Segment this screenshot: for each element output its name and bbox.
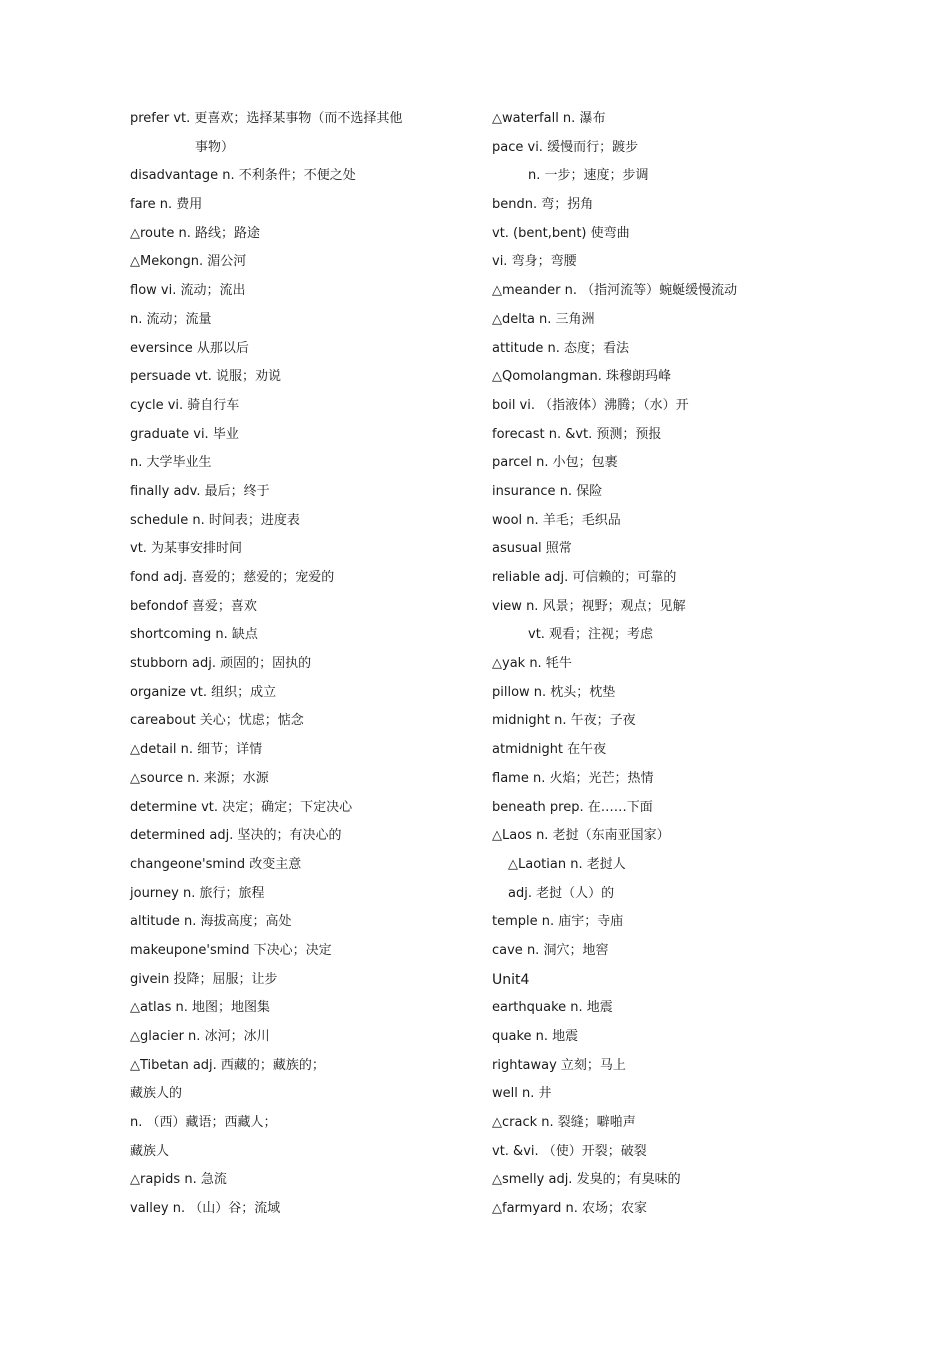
vocab-entry-line: vt. (bent,bent) 使弯曲: [492, 225, 630, 241]
vocab-entry-line: altitude n. 海拔高度；高处: [130, 914, 292, 930]
vocab-entry-line: cave n. 洞穴；地窖: [492, 942, 609, 958]
vocab-entry-line: △Qomolangman. 珠穆朗玛峰: [492, 369, 672, 385]
vocab-entry-line: △Mekongn. 湄公河: [130, 254, 247, 270]
vocab-entry-line: cycle vi. 骑自行车: [130, 397, 240, 413]
vocab-entry-line: persuade vt. 说服；劝说: [130, 369, 282, 385]
vocab-entry-line: △source n. 来源；水源: [130, 770, 269, 786]
vocab-entry-line: forecast n. &vt. 预测；预报: [492, 426, 662, 442]
vocab-entry-line: 藏族人的: [130, 1086, 183, 1102]
vocab-entry-line: n. 一步；速度；步调: [528, 168, 649, 184]
vocab-entry-line: finally adv. 最后；终于: [130, 483, 270, 499]
vocab-entry-line: △farmyard n. 农场；农家: [492, 1201, 647, 1217]
vocab-entry-line: insurance n. 保险: [492, 483, 603, 499]
vocab-entry-line: valley n. （山）谷；流域: [130, 1201, 281, 1217]
vocab-entry-line: journey n. 旅行；旅程: [130, 885, 265, 901]
vocab-entry-line: temple n. 庙宇；寺庙: [492, 914, 624, 930]
vocab-entry-line: vi. 弯身；弯腰: [492, 254, 577, 270]
vocab-entry-line: atmidnight 在午夜: [492, 742, 607, 758]
vocab-entry-line: △delta n. 三角洲: [492, 311, 595, 327]
vocab-entry-line: befondof 喜爱；喜欢: [130, 598, 257, 614]
vocab-entry-line: changeone'smind 改变主意: [130, 856, 302, 872]
vocab-entry-line: careabout 关心；忧虑；惦念: [130, 713, 304, 729]
vocab-entry-line: n. 流动；流量: [130, 311, 212, 327]
vocab-entry-line: △crack n. 裂缝；噼啪声: [492, 1115, 636, 1131]
vocab-entry-line: beneath prep. 在……下面: [492, 799, 653, 815]
vocab-entry-line: midnight n. 午夜；子夜: [492, 713, 636, 729]
vocab-entry-line: prefer vt. 更喜欢；选择某事物（而不选择其他: [130, 111, 403, 126]
vocab-entry-line: n. 大学毕业生: [130, 455, 212, 471]
vocab-entry-line: △yak n. 牦牛: [492, 656, 572, 672]
vocab-entry-line: fare n. 费用: [130, 197, 203, 213]
vocab-entry-line: well n. 井: [492, 1086, 552, 1102]
vocab-entry-line: pillow n. 枕头；枕垫: [492, 684, 616, 700]
vocab-entry-line: attitude n. 态度；看法: [492, 340, 629, 356]
vocab-entry-line: rightaway 立刻；马上: [492, 1057, 626, 1073]
vocab-entry-line: △waterfall n. 瀑布: [492, 111, 606, 126]
vocab-entry-line: △rapids n. 急流: [130, 1172, 227, 1188]
vocab-entry-line: disadvantage n. 不利条件；不便之处: [130, 168, 356, 184]
vocab-entry-line: wool n. 羊毛；毛织品: [492, 512, 621, 528]
vocab-entry-line: organize vt. 组织；成立: [130, 684, 277, 700]
vocab-entry-line: △route n. 路线；路途: [130, 225, 260, 241]
vocab-entry-line: pace vi. 缓慢而行；踱步: [492, 139, 639, 155]
vocab-entry-line: △Laos n. 老挝（东南亚国家）: [492, 828, 670, 844]
vocab-entry-line: graduate vi. 毕业: [130, 426, 239, 442]
vocab-entry-line: vt. &vi. （使）开裂；破裂: [492, 1143, 647, 1159]
vocab-entry-line: determine vt. 决定；确定；下定决心: [130, 799, 353, 815]
vocab-entry-line: △glacier n. 冰河；冰川: [130, 1029, 270, 1044]
vocab-entry-line: givein 投降；屈服；让步: [130, 971, 278, 987]
vocab-entry-line: reliable adj. 可信赖的；可靠的: [492, 570, 677, 585]
left-column: [130, 105, 460, 1224]
vocab-entry-line: eversince 从那以后: [130, 340, 249, 356]
unit-heading: Unit4: [492, 971, 530, 988]
vocab-entry-line: parcel n. 小包；包裹: [492, 455, 618, 471]
vocab-entry-line: △atlas n. 地图；地图集: [130, 1000, 271, 1016]
vocab-entry-line: stubborn adj. 顽固的；固执的: [130, 656, 312, 672]
vocab-entry-line: △smelly adj. 发臭的；有臭味的: [492, 1172, 681, 1188]
vocab-entry-line: fond adj. 喜爱的；慈爱的；宠爱的: [130, 570, 335, 585]
vocab-entry-line: △detail n. 细节；详情: [130, 742, 263, 758]
vocab-entry-line: vt. 观看；注视；考虑: [528, 627, 654, 643]
vocab-entry-line: △Laotian n. 老挝人: [508, 856, 626, 872]
vocab-entry-line: △meander n. （指河流等）蜿蜒缓慢流动: [492, 283, 738, 299]
vocab-entry-line: boil vi. （指液体）沸腾；（水）开: [492, 397, 689, 413]
vocab-entry-line: 藏族人: [130, 1143, 170, 1159]
vocab-entry-line: 事物）: [195, 139, 235, 155]
right-column: [492, 105, 822, 1224]
vocab-entry-line: quake n. 地震: [492, 1029, 579, 1044]
vocab-entry-line: flame n. 火焰；光芒；热情: [492, 770, 654, 786]
vocab-entry-line: vt. 为某事安排时间: [130, 541, 243, 557]
vocab-entry-line: determined adj. 坚决的；有决心的: [130, 828, 342, 844]
vocab-entry-line: flow vi. 流动；流出: [130, 283, 246, 299]
vocab-entry-line: adj. 老挝（人）的: [508, 885, 615, 901]
vocab-entry-line: asusual 照常: [492, 541, 572, 557]
vocab-entry-line: △Tibetan adj. 西藏的；藏族的；: [130, 1057, 325, 1073]
vocab-entry-line: earthquake n. 地震: [492, 1000, 613, 1016]
vocab-entry-line: n. （西）藏语；西藏人；: [130, 1115, 277, 1131]
vocab-entry-line: shortcoming n. 缺点: [130, 627, 258, 643]
vocab-entry-line: view n. 风景；视野；观点；见解: [492, 598, 686, 614]
vocab-entry-line: bendn. 弯；拐角: [492, 197, 594, 213]
vocab-entry-line: schedule n. 时间表；进度表: [130, 512, 300, 528]
vocab-entry-line: makeupone'smind 下决心；决定: [130, 942, 332, 958]
